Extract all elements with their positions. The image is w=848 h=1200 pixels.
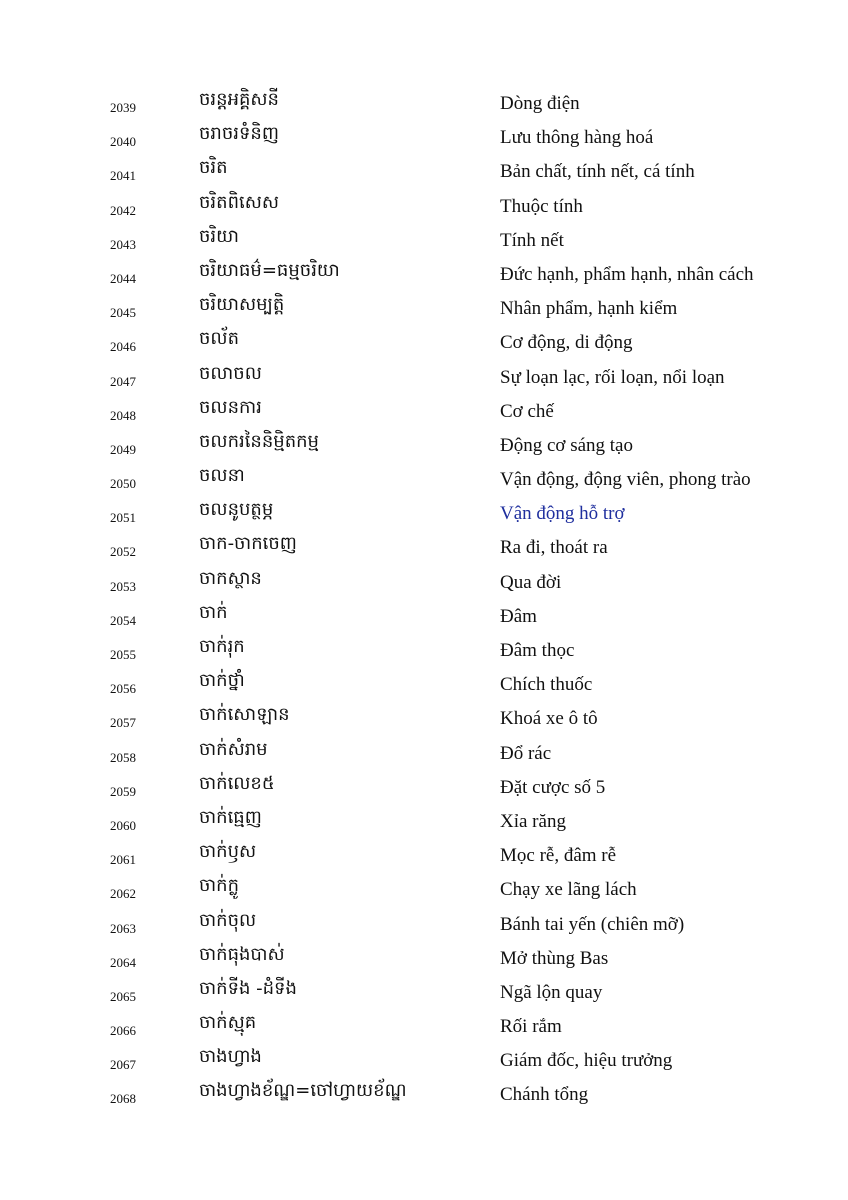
entry-row	[0, 154, 848, 188]
vietnamese-translation: Chạy xe lãng lách	[500, 879, 637, 901]
entry-number: 2047	[110, 373, 136, 389]
entry-row	[0, 530, 848, 564]
vietnamese-translation-link[interactable]: Vận động hỗ trợ	[500, 503, 625, 525]
khmer-term: ចាក់ចុល	[199, 909, 257, 931]
vietnamese-translation: Chánh tổng	[500, 1084, 589, 1106]
entry-number: 2049	[110, 441, 136, 457]
vietnamese-translation: Đức hạnh, phẩm hạnh, nhân cách	[500, 263, 754, 285]
entry-row	[0, 1043, 848, 1077]
vietnamese-translation: Cơ chế	[500, 400, 554, 422]
entry-row	[0, 804, 848, 838]
entry-list	[0, 86, 848, 1112]
khmer-term: ចាក់លេខ៥	[199, 772, 275, 794]
entry-number: 2061	[110, 852, 136, 868]
entry-row	[0, 565, 848, 599]
khmer-term: ចរិយា	[199, 225, 239, 247]
vietnamese-translation: Đổ rác	[500, 742, 552, 764]
entry-row	[0, 736, 848, 770]
entry-row	[0, 120, 848, 154]
entry-row	[0, 907, 848, 941]
entry-number: 2050	[110, 476, 136, 492]
khmer-term: ចលនការ	[199, 396, 262, 418]
vietnamese-translation: Lưu thông hàng hoá	[500, 127, 654, 149]
entry-number: 2067	[110, 1057, 136, 1073]
entry-row	[0, 770, 848, 804]
khmer-term: ចល័ត	[199, 328, 239, 350]
entry-row	[0, 872, 848, 906]
khmer-term: ចាក់សំរាម	[199, 738, 268, 760]
entry-number: 2053	[110, 578, 136, 594]
vietnamese-translation: Đặt cược số 5	[500, 776, 606, 798]
entry-number: 2043	[110, 236, 136, 252]
entry-row	[0, 838, 848, 872]
khmer-term: ចាក់ធ្មេញ	[199, 806, 262, 828]
entry-number: 2045	[110, 305, 136, 321]
entry-row	[0, 1009, 848, 1043]
khmer-term: ចលាចល	[199, 362, 262, 384]
entry-row	[0, 496, 848, 530]
entry-number: 2065	[110, 988, 136, 1004]
khmer-term: ចាក-ចាកចេញ	[199, 533, 297, 555]
entry-row	[0, 462, 848, 496]
vietnamese-translation: Nhân phẩm, hạnh kiểm	[500, 298, 678, 320]
vietnamese-translation: Khoá xe ô tô	[500, 708, 598, 730]
vietnamese-translation: Qua đời	[500, 571, 562, 593]
entry-number: 2059	[110, 783, 136, 799]
entry-number: 2042	[110, 202, 136, 218]
khmer-term: ចរន្តអគ្គិសនី	[199, 89, 279, 110]
entry-number: 2068	[110, 1091, 136, 1107]
vietnamese-translation: Động cơ sáng tạo	[500, 434, 633, 456]
vietnamese-translation: Bánh tai yến (chiên mỡ)	[500, 913, 685, 935]
khmer-term: ចាក់ថ្នាំ	[199, 670, 245, 692]
khmer-term: ចាងហ្វាងខ័ណ្ឌ=ចៅហ្វាយខ័ណ្ឌ	[199, 1080, 407, 1102]
entry-row	[0, 223, 848, 257]
entry-row	[0, 599, 848, 633]
khmer-term: ចាងហ្វាង	[199, 1046, 262, 1068]
entry-number: 2060	[110, 817, 136, 833]
khmer-term: ចាក់សោឡាន	[199, 704, 290, 726]
entry-number: 2044	[110, 270, 136, 286]
entry-row	[0, 360, 848, 394]
entry-number: 2056	[110, 681, 136, 697]
khmer-term: ចរិយាធម៌=ធម្មចរិយា	[199, 259, 340, 281]
khmer-term: ចលនូបត្ថម្ភ	[199, 499, 274, 521]
entry-row	[0, 257, 848, 291]
khmer-term: ចាកស្ថាន	[199, 567, 262, 589]
vietnamese-translation: Giám đốc, hiệu trưởng	[500, 1050, 673, 1072]
khmer-term: ចលករនៃនិម្មិតកម្ម	[199, 430, 319, 452]
entry-number: 2062	[110, 886, 136, 902]
entry-number: 2057	[110, 715, 136, 731]
vietnamese-translation: Dòng điện	[500, 93, 580, 114]
khmer-term: ចាក់ធុងបាស់	[199, 943, 285, 965]
vietnamese-translation: Xỉa răng	[500, 810, 566, 832]
vietnamese-translation: Sự loạn lạc, rối loạn, nổi loạn	[500, 366, 725, 388]
entry-row	[0, 86, 848, 120]
entry-row	[0, 941, 848, 975]
entry-row	[0, 1077, 848, 1111]
entry-row	[0, 394, 848, 428]
entry-number: 2051	[110, 510, 136, 526]
khmer-term: ចរិយាសម្បត្តិ	[199, 294, 285, 316]
vietnamese-translation: Đâm thọc	[500, 640, 575, 661]
entry-row	[0, 701, 848, 735]
khmer-term: ចរិតពិសេស	[199, 191, 279, 213]
entry-number: 2066	[110, 1023, 136, 1039]
vietnamese-translation: Mở thùng Bas	[500, 947, 609, 969]
khmer-term: ចរិត	[199, 157, 228, 179]
entry-number: 2052	[110, 544, 136, 560]
vietnamese-translation: Chích thuốc	[500, 674, 593, 696]
entry-number: 2041	[110, 168, 136, 184]
vietnamese-translation: Cơ động, di động	[500, 332, 633, 354]
vietnamese-translation: Rối rắm	[500, 1016, 562, 1038]
entry-row	[0, 428, 848, 462]
khmer-term: ចាក់ក្លូ	[199, 875, 239, 897]
entry-row	[0, 325, 848, 359]
vietnamese-translation: Tính nết	[500, 229, 564, 251]
vietnamese-translation: Bản chất, tính nết, cá tính	[500, 161, 695, 183]
entry-number: 2063	[110, 920, 136, 936]
vietnamese-translation: Vận động, động viên, phong trào	[500, 469, 751, 491]
entry-number: 2040	[110, 134, 136, 150]
entry-number: 2046	[110, 339, 136, 355]
entry-row	[0, 291, 848, 325]
entry-row	[0, 189, 848, 223]
entry-number: 2064	[110, 954, 136, 970]
entry-number: 2054	[110, 612, 136, 628]
khmer-term: ចលនា	[199, 465, 245, 487]
entry-row	[0, 975, 848, 1009]
entry-number: 2039	[110, 100, 136, 115]
vietnamese-translation: Thuộc tính	[500, 195, 583, 217]
vietnamese-translation: Ra đi, thoát ra	[500, 537, 608, 559]
vietnamese-translation: Mọc rễ, đâm rễ	[500, 845, 617, 867]
entry-number: 2048	[110, 407, 136, 423]
entry-row	[0, 633, 848, 667]
khmer-term: ចាក់ស្មុគ	[199, 1012, 257, 1034]
khmer-term: ចាក់រុក	[199, 636, 245, 657]
vietnamese-translation: Đâm	[500, 605, 537, 627]
entry-row	[0, 667, 848, 701]
vietnamese-translation: Ngã lộn quay	[500, 981, 603, 1003]
entry-number: 2055	[110, 647, 136, 662]
khmer-term: ចាក់ឫស	[199, 841, 257, 863]
entry-number: 2058	[110, 749, 136, 765]
khmer-term: ចរាចរទំនិញ	[199, 123, 279, 145]
khmer-term: ចាក់ទីង -ដំទីង	[199, 977, 297, 999]
khmer-term: ចាក់	[199, 601, 228, 623]
